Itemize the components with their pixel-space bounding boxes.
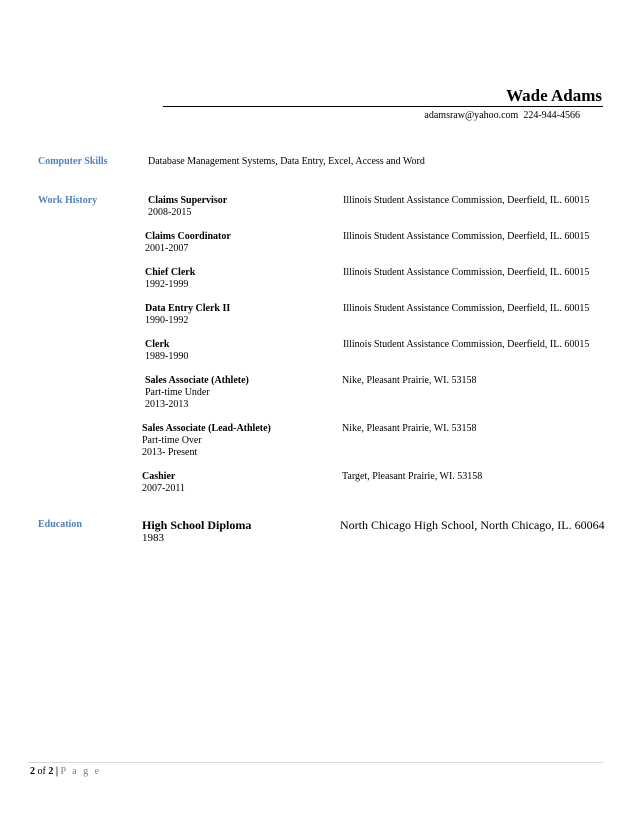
job-title: Cashier (142, 471, 176, 482)
page-footer (30, 766, 101, 777)
job-dates: 2013- Present (142, 447, 198, 458)
job-title: Sales Associate (Athlete) (145, 375, 249, 386)
job-title: Clerk (145, 339, 170, 350)
job-dates: 1989-1990 (145, 351, 189, 362)
job-employer: Illinois Student Assistance Commission, Deerfield, IL. 60015 (343, 195, 590, 206)
section-heading-work-history: Work History (38, 195, 98, 206)
footer-separator: | (55, 766, 59, 777)
job-title: Data Entry Clerk II (145, 303, 231, 314)
job-type: Part-time Over (142, 435, 202, 446)
education-school: North Chicago High School, North Chicago, IL. 60064 (340, 518, 605, 532)
job-employer: Illinois Student Assistance Commission, Deerfield, IL. 60015 (343, 231, 590, 242)
job-dates: 2007-2011 (142, 483, 185, 494)
job-title: Claims Supervisor (148, 195, 228, 206)
email-text: adamsraw@yahoo.com (424, 110, 519, 121)
section-heading-skills: Computer Skills (38, 156, 108, 167)
job-title: Sales Associate (Lead-Athlete) (142, 423, 271, 434)
job-employer: Illinois Student Assistance Commission, Deerfield, IL. 60015 (343, 339, 590, 350)
job-employer: Nike, Pleasant Prairie, WI. 53158 (342, 423, 477, 434)
job-dates: 1990-1992 (145, 315, 189, 326)
section-heading-education: Education (38, 519, 82, 530)
candidate-name: Wade Adams (506, 86, 602, 105)
header-divider (163, 106, 603, 107)
job-title: Claims Coordinator (145, 231, 231, 242)
skills-text: Database Management Systems, Data Entry, Excel, Access and Word (148, 156, 425, 167)
job-title: Chief Clerk (145, 267, 196, 278)
job-employer: Nike, Pleasant Prairie, WI. 53158 (342, 375, 477, 386)
footer-divider (28, 762, 603, 763)
job-employer: Target, Pleasant Prairie, WI. 53158 (342, 471, 483, 482)
page-number: 2 (30, 766, 35, 777)
page-word: P a g e (60, 766, 102, 777)
page-total: 2 (48, 766, 54, 777)
job-dates: 1992-1999 (145, 279, 189, 290)
job-employer: Illinois Student Assistance Commission, Deerfield, IL. 60015 (343, 267, 590, 278)
job-dates: 2013-2013 (145, 399, 189, 410)
contact-line (424, 110, 580, 121)
education-year: 1983 (142, 532, 164, 544)
page-of-label: of (37, 766, 46, 777)
phone-text: 224-944-4566 (523, 110, 580, 121)
job-employer: Illinois Student Assistance Commission, Deerfield, IL. 60015 (343, 303, 590, 314)
education-degree: High School Diploma (142, 518, 252, 532)
job-dates: 2008-2015 (148, 207, 192, 218)
job-dates: 2001-2007 (145, 243, 189, 254)
job-type: Part-time Under (145, 387, 210, 398)
